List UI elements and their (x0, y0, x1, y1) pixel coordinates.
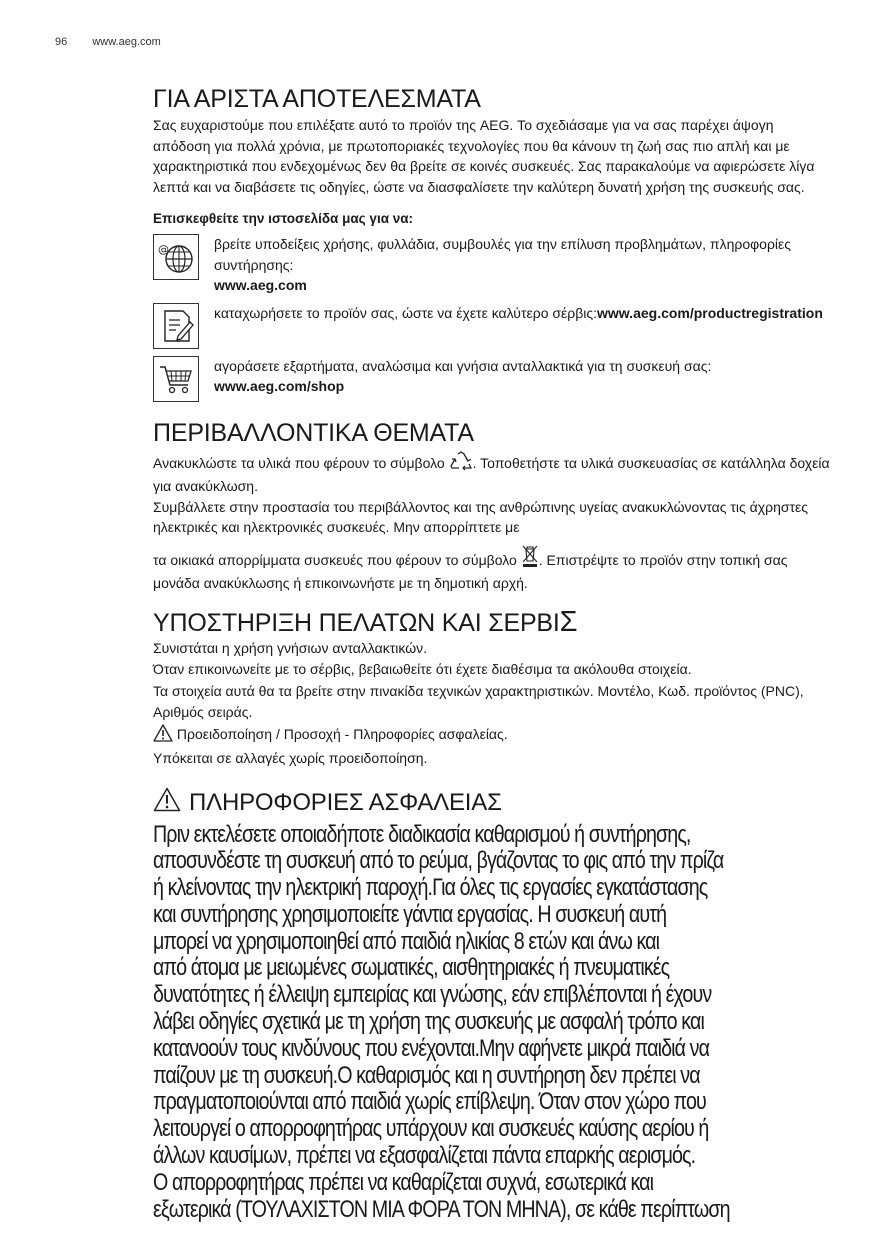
support-line-3: Τα στοιχεία αυτά θα τα βρείτε στην πινακίδα τεχνικών χαρακτηριστικών. Μοντέλο, Κωδ. προϊόντος (PNC), Αριθμός σειράς. (153, 682, 804, 720)
safety-line: Ο απορροφητήρας πρέπει να καθαρίζεται συχνά, εσωτερικά και (153, 1168, 654, 1196)
page-content (153, 84, 833, 1223)
registration-icon (153, 303, 199, 349)
page-number: 96 (55, 36, 68, 48)
safety-line: από άτομα με μειωμένες σωματικές, αισθητηριακές ή πνευματικές (153, 954, 670, 982)
safety-line: μπορεί να χρησιμοποιηθεί από παιδιά ηλικίας 8 ετών και άνω και (153, 927, 660, 955)
best-results-title: ΓΙΑ ΑΡΙΣΤΑ ΑΠΟΤΕΛΕΣΜΑΤΑ (153, 85, 481, 113)
link-registration[interactable]: www.aeg.com/productregistration (597, 304, 823, 321)
link-shop[interactable]: www.aeg.com/shop (214, 378, 345, 394)
visit-item-registration-text: καταχωρήσετε το προϊόν σας, ώστε να έχετε καλύτερο σέρβις:www.aeg.com/productregistration (214, 304, 823, 321)
section-best-results (153, 84, 833, 402)
best-results-intro: Σας ευχαριστούμε που επιλέξατε αυτό το προϊόν της AEG. Το σχεδιάσαμε για να σας παρέχει άψογη απόδοση για πολλά χρόνια, με πρωτοποριακές τεχνολογίες που θα κάνουν τη ζωή σας πιο απλή και με χαρακτηριστικά που ενδεχομένως δεν θα βρείτε σε κοινές συσκευές. Σας παρακαλούμε να αφιερώσετε λίγα λεπτά και να διαβάσετε τις οδηγίες, ώστε να διασφαλίσετε την καλύτερη δυνατή χρήση της συσκευής σας. (153, 117, 815, 195)
safety-line: αποσυνδέστε τη συσκευή από το ρεύμα, βγάζοντας το φις από την πρίζα (153, 847, 724, 875)
globe-icon (153, 234, 199, 280)
svg-text:@: @ (158, 243, 169, 256)
visit-item-support-text: βρείτε υποδείξεις χρήσης, φυλλάδια, συμβουλές για την επίλυση προβλημάτων, πληροφορίες συντήρησης: www.aeg.com (214, 236, 792, 293)
safety-text (153, 822, 817, 1224)
visit-item-support (153, 234, 833, 296)
safety-line: λάβει οδηγίες σχετικά με τη χρήση της συσκευής με ασφαλή τρόπο και (153, 1008, 704, 1036)
environment-paragraph-1: Ανακυκλώστε τα υλικά που φέρουν το σύμβολο . Τοποθετήστε τα υλικά συσκευασίας σε κατάλληλα δοχεία για ανακύκλωση. (153, 451, 833, 497)
section-safety (153, 787, 833, 1224)
header-site[interactable]: www.aeg.com (92, 36, 161, 48)
environment-paragraph-2: Συμβάλλετε στην προστασία του περιβάλλοντος και της ανθρώπινης υγείας ανακυκλώνοντας τις άχρηστες ηλεκτρικές και ηλεκτρονικές συσκευές. Μην απορρίπτετε με (153, 498, 809, 535)
support-line-2: Όταν επικοινωνείτε με το σέρβις, βεβαιωθείτε ότι έχετε διαθέσιμα τα ακόλουθα στοιχεία. (153, 661, 692, 677)
support-line-1: Συνιστάται η χρήση γνήσιων ανταλλακτικών. (153, 639, 428, 656)
recycle-icon (449, 451, 473, 477)
visit-item-shop-text: αγοράσετε εξαρτήματα, αναλώσιμα και γνήσια ανταλλακτικά για τη συσκευή σας: www.aeg.com/shop (214, 357, 712, 394)
environment-paragraph-3: τα οικιακά απορρίμματα συσκευές που φέρουν το σύμβολο . Επιστρέψτε το προϊόν στην τοπική σας μονάδα ανακύκλωσης ή επικοινωνήστε με τη δημοτική αρχή. (153, 544, 833, 594)
section-support (153, 607, 833, 770)
safety-title: ΠΛΗΡΟΦΟΡΙΕΣ ΑΣΦΑΛΕΙΑΣ (153, 787, 833, 820)
visit-item-registration (153, 303, 833, 349)
support-last-line: Υπόκειται σε αλλαγές χωρίς προειδοποίηση. (153, 750, 428, 766)
safety-line: κατανοούν τους κινδύνους που ενέχονται.Μην αφήνετε μικρά παιδιά να (153, 1034, 710, 1062)
visit-item-shop (153, 356, 833, 402)
safety-line: άλλων καυσίμων, πρέπει να εξασφαλίζεται πάντα επαρκής αερισμός. (153, 1142, 696, 1170)
safety-line: εξωτερικά (ΤΟΥΛΑΧΙΣΤΟΝ ΜΙΑ ΦΟΡΑ ΤΟΝ ΜΗΝΑ), σε κάθε περίπτωση (153, 1195, 730, 1223)
safety-line: και συντήρησης χρησιμοποιείτε γάντια εργασίας. Η συσκευή αυτή (153, 900, 667, 928)
support-title: ΥΠΟΣΤΗΡΙΞΗ ΠΕΛΑΤΩΝ ΚΑΙ ΣΕΡΒΙΣ (153, 605, 578, 638)
safety-line: παίζουν με τη συσκευή.Ο καθαρισμός και η συντήρηση δεν πρέπει να (153, 1061, 700, 1089)
visit-title: Επισκεφθείτε την ιστοσελίδα μας για να: (153, 211, 414, 226)
support-warning-line: Προειδοποίηση / Προσοχή - Πληροφορίες ασφαλείας. (153, 724, 833, 749)
safety-line: ή κλείνοντας την ηλεκτρική παροχή.Για όλες τις εργασίες εγκατάστασης (153, 874, 708, 902)
safety-line: δυνατότητες ή έλλειψη εμπειρίας και γνώσης, εάν επιβλέπονται ή έχουν (153, 981, 712, 1009)
warning-icon (153, 724, 173, 749)
environment-title: ΠΕΡΙΒΑΛΛΟΝΤΙΚΑ ΘΕΜΑΤΑ (153, 418, 474, 447)
safety-line: λειτουργεί ο απορροφητήρας υπάρχουν και συσκευές καύσης αερίου ή (153, 1115, 709, 1143)
safety-line: Πριν εκτελέσετε οποιαδήποτε διαδικασία καθαρισμού ή συντήρησης, (153, 820, 691, 848)
safety-line: πραγματοποιούνται από παιδιά χωρίς επίβλεψη. Όταν στον χώρο που (153, 1088, 706, 1116)
weee-bin-icon (521, 544, 539, 574)
shopping-cart-icon (153, 356, 199, 402)
page-header (55, 36, 183, 48)
safety-warning-icon (153, 787, 181, 820)
link-aeg[interactable]: www.aeg.com (214, 277, 307, 293)
section-environment (153, 418, 833, 594)
